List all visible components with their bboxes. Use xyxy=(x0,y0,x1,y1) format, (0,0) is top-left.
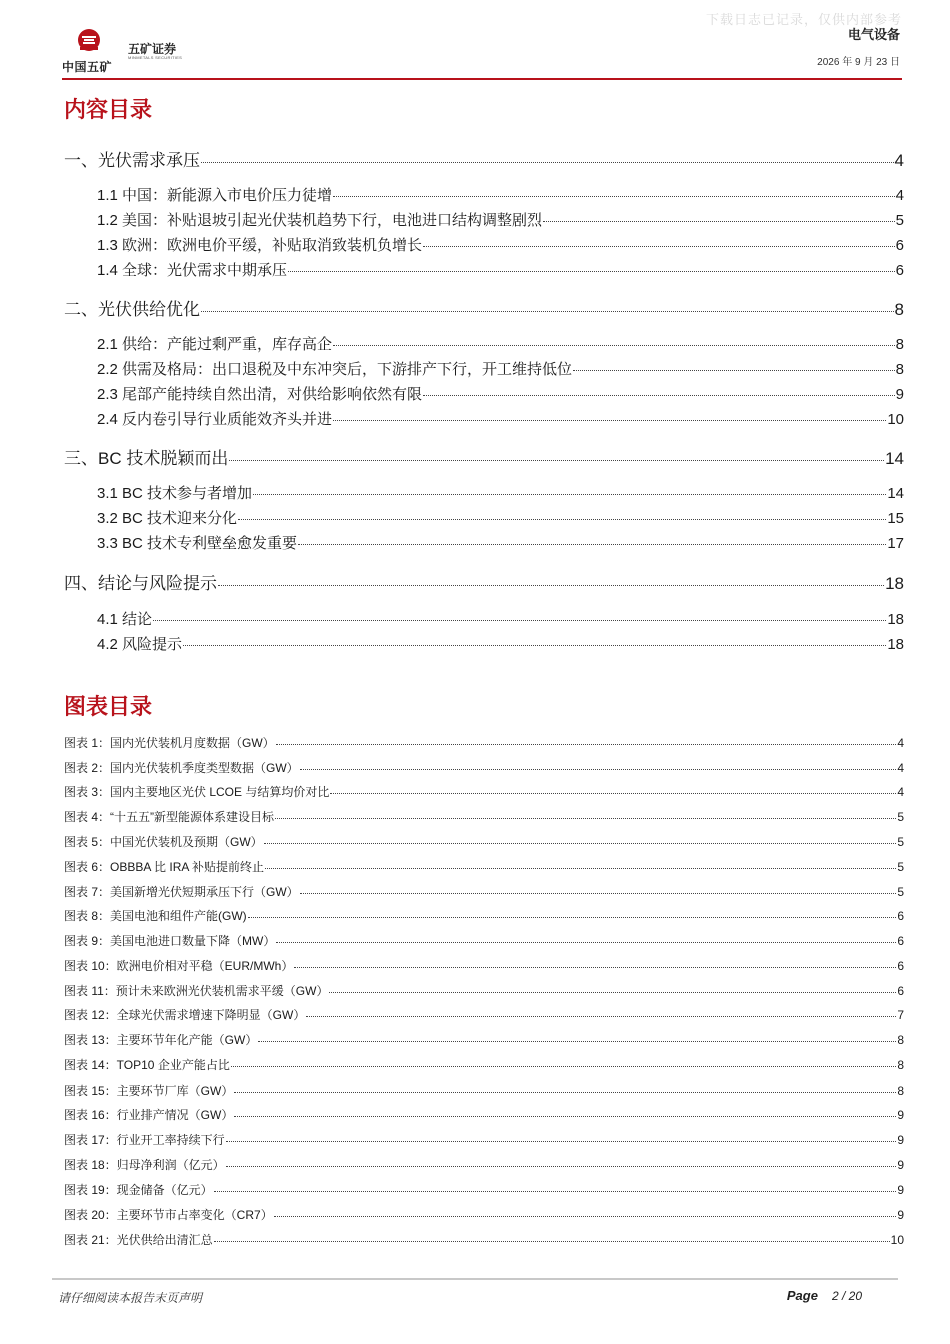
figure-page-number: 9 xyxy=(897,1183,904,1197)
leader-dots xyxy=(253,493,886,495)
figure-item-6[interactable] xyxy=(64,858,904,875)
leader-dots xyxy=(573,369,895,371)
leader-dots xyxy=(294,966,896,968)
toc-section-2[interactable] xyxy=(64,295,904,320)
leader-dots xyxy=(333,419,886,421)
toc-page-number: 6 xyxy=(895,262,904,279)
toc-page-number: 14 xyxy=(885,449,904,468)
figures-title: 图表目录 xyxy=(64,695,153,720)
figure-page-number: 5 xyxy=(897,860,904,874)
leader-dots xyxy=(288,270,895,272)
figure-item-2[interactable] xyxy=(64,759,904,776)
toc-item-2-3[interactable] xyxy=(97,383,904,404)
figure-title: 图表 10：欧洲电价相对平稳（EUR/MWh） xyxy=(64,959,294,973)
figure-page-number: 5 xyxy=(897,885,904,899)
figure-title: 图表 6：OBBBA 比 IRA 补贴提前终止 xyxy=(64,860,265,874)
toc-item-title: 1.4 全球：光伏需求中期承压 xyxy=(97,262,288,279)
leader-dots xyxy=(238,518,886,520)
toc-item-title: 3.2 BC 技术迎来分化 xyxy=(97,510,238,527)
toc-item-1-4[interactable] xyxy=(97,259,904,280)
figure-title: 图表 8：美国电池和组件产能(GW) xyxy=(64,909,247,923)
figure-item-21[interactable] xyxy=(64,1231,904,1248)
leader-dots xyxy=(218,584,884,586)
leader-dots xyxy=(300,892,897,894)
toc-item-4-2[interactable] xyxy=(97,633,904,654)
leader-dots xyxy=(330,792,896,794)
figure-title: 图表 4：“十五五”新型能源体系建设目标 xyxy=(64,810,275,824)
toc-page-number: 18 xyxy=(887,611,904,628)
figure-title: 图表 20：主要环节市占率变化（CR7） xyxy=(64,1208,273,1222)
toc-title: 内容目录 xyxy=(64,98,153,123)
figure-page-number: 7 xyxy=(897,1008,904,1022)
leader-dots xyxy=(201,310,894,312)
figure-title: 图表 7：美国新增光伏短期承压下行（GW） xyxy=(64,885,299,899)
leader-dots xyxy=(264,842,897,844)
toc-item-1-2[interactable] xyxy=(97,209,904,230)
leader-dots xyxy=(300,768,897,770)
toc-page-number: 8 xyxy=(895,361,904,378)
report-date: 2026 年 9 月 23 日 xyxy=(817,57,900,68)
toc-page-number: 17 xyxy=(887,535,904,552)
toc-item-3-1[interactable] xyxy=(97,482,904,503)
report-header xyxy=(817,24,900,68)
figure-page-number: 4 xyxy=(897,736,904,750)
toc-item-2-1[interactable] xyxy=(97,333,904,354)
footer-divider xyxy=(52,1278,898,1280)
figure-item-7[interactable] xyxy=(64,883,904,900)
figure-item-13[interactable] xyxy=(64,1031,904,1048)
page-indicator xyxy=(787,1288,862,1303)
leader-dots xyxy=(333,344,895,346)
figure-title: 图表 18：归母净利润（亿元） xyxy=(64,1158,225,1172)
leader-dots xyxy=(543,220,895,222)
figure-page-number: 5 xyxy=(897,835,904,849)
figure-title: 图表 1：国内光伏装机月度数据（GW） xyxy=(64,736,275,750)
figure-item-10[interactable] xyxy=(64,957,904,974)
figure-page-number: 5 xyxy=(897,810,904,824)
figure-title: 图表 15：主要环节厂库（GW） xyxy=(64,1084,234,1098)
toc-section-title: 二、光伏供给优化 xyxy=(64,300,200,319)
company-logo xyxy=(62,28,192,74)
figure-item-8[interactable] xyxy=(64,907,904,924)
toc-section-1[interactable] xyxy=(64,146,904,171)
figure-page-number: 9 xyxy=(897,1133,904,1147)
toc-page-number: 15 xyxy=(887,510,904,527)
figure-page-number: 9 xyxy=(897,1108,904,1122)
header-divider xyxy=(62,78,902,80)
figure-page-number: 8 xyxy=(897,1058,904,1072)
toc-item-1-1[interactable] xyxy=(97,184,904,205)
figure-page-number: 6 xyxy=(897,934,904,948)
toc-item-2-4[interactable] xyxy=(97,408,904,429)
leader-dots xyxy=(329,991,896,993)
toc-item-title: 1.1 中国：新能源入市电价压力徒增 xyxy=(97,187,333,204)
figure-page-number: 10 xyxy=(890,1233,904,1247)
figure-title: 图表 11：预计未来欧洲光伏装机需求平缓（GW） xyxy=(64,984,329,998)
toc-item-title: 2.2 供需及格局：出口退税及中东冲突后，下游排产下行，开工维持低位 xyxy=(97,361,573,378)
figure-title: 图表 16：行业排产情况（GW） xyxy=(64,1108,234,1122)
leader-dots xyxy=(298,543,886,545)
toc-item-title: 2.1 供给：产能过剩严重，库存高企 xyxy=(97,336,333,353)
figure-title: 图表 12：全球光伏需求增速下降明显（GW） xyxy=(64,1008,306,1022)
page-label: Page xyxy=(786,1288,818,1303)
toc-section-title: 一、光伏需求承压 xyxy=(64,151,200,170)
figure-title: 图表 2：国内光伏装机季度类型数据（GW） xyxy=(64,761,299,775)
toc-item-4-1[interactable] xyxy=(97,608,904,629)
toc-page-number: 9 xyxy=(895,386,904,403)
toc-item-title: 4.2 风险提示 xyxy=(97,636,183,653)
toc-page-number: 4 xyxy=(895,187,904,204)
leader-dots xyxy=(275,817,896,819)
figure-item-19[interactable] xyxy=(64,1181,904,1198)
figure-title: 图表 19：现金储备（亿元） xyxy=(64,1183,213,1197)
toc-item-2-2[interactable] xyxy=(97,358,904,379)
toc-section-title: 三、BC 技术脱颖而出 xyxy=(64,449,229,468)
leader-dots xyxy=(214,1240,890,1242)
toc-page-number: 5 xyxy=(895,212,904,229)
logo-text-securities-en: MINMETALS SECURITIES xyxy=(128,55,183,60)
leader-dots xyxy=(234,1115,896,1117)
toc-page-number: 10 xyxy=(887,411,904,428)
figure-title: 图表 3：国内主要地区光伏 LCOE 与结算均价对比 xyxy=(64,785,330,799)
figure-item-11[interactable] xyxy=(64,982,904,999)
figure-item-4[interactable] xyxy=(64,808,904,825)
leader-dots xyxy=(333,195,895,197)
figure-title: 图表 21：光伏供给出清汇总 xyxy=(64,1233,213,1247)
leader-dots xyxy=(258,1040,896,1042)
leader-dots xyxy=(234,1091,896,1093)
figure-item-9[interactable] xyxy=(64,932,904,949)
leader-dots xyxy=(265,867,896,869)
toc-item-title: 3.1 BC 技术参与者增加 xyxy=(97,485,253,502)
toc-page-number: 6 xyxy=(895,237,904,254)
leader-dots xyxy=(214,1190,897,1192)
toc-page-number: 8 xyxy=(894,300,904,319)
minmetals-emblem-icon xyxy=(76,28,102,54)
figure-page-number: 6 xyxy=(897,984,904,998)
toc-item-3-3[interactable] xyxy=(97,532,904,553)
leader-dots xyxy=(276,743,897,745)
figure-title: 图表 9：美国电池进口数量下降（MW） xyxy=(64,934,276,948)
figure-item-17[interactable] xyxy=(64,1131,904,1148)
logo-text-cn: 中国五矿 xyxy=(62,60,113,74)
figure-page-number: 6 xyxy=(897,959,904,973)
toc-page-number: 18 xyxy=(887,636,904,653)
figure-item-14[interactable] xyxy=(64,1056,904,1073)
toc-item-title: 2.4 反内卷引导行业质能效齐头并进 xyxy=(97,411,333,428)
leader-dots xyxy=(183,644,886,646)
leader-dots xyxy=(423,245,895,247)
industry-label: 电气设备 xyxy=(847,27,900,42)
figure-page-number: 9 xyxy=(897,1208,904,1222)
leader-dots xyxy=(201,161,894,163)
figure-title: 图表 13：主要环节年化产能（GW） xyxy=(64,1033,258,1047)
figure-item-20[interactable] xyxy=(64,1206,904,1223)
figure-title: 图表 17：行业开工率持续下行 xyxy=(64,1133,225,1147)
figure-page-number: 8 xyxy=(897,1033,904,1047)
figure-item-1[interactable] xyxy=(64,734,904,751)
leader-dots xyxy=(306,1015,896,1017)
toc-item-title: 1.2 美国：补贴退坡引起光伏装机趋势下行，电池进口结构调整剧烈 xyxy=(97,212,543,229)
figure-page-number: 9 xyxy=(897,1158,904,1172)
figure-item-15[interactable] xyxy=(64,1082,904,1099)
toc-page-number: 18 xyxy=(885,574,904,593)
figure-item-16[interactable] xyxy=(64,1106,904,1123)
logo-text-securities: 五矿证券 xyxy=(128,42,177,56)
toc-section-title: 四、结论与风险提示 xyxy=(64,574,217,593)
leader-dots xyxy=(229,459,884,461)
watermark: 下载日志已记录，仅供内部参考 xyxy=(705,13,902,28)
leader-dots xyxy=(274,1215,897,1217)
figure-title: 图表 5：中国光伏装机及预期（GW） xyxy=(64,835,263,849)
leader-dots xyxy=(248,916,897,918)
figure-item-3[interactable] xyxy=(64,783,904,800)
figure-title: 图表 14：TOP10 企业产能占比 xyxy=(64,1058,230,1072)
figure-page-number: 4 xyxy=(897,785,904,799)
footer-disclaimer: 请仔细阅读本报告末页声明 xyxy=(58,1291,203,1305)
leader-dots xyxy=(226,1165,897,1167)
toc-item-1-3[interactable] xyxy=(97,234,904,255)
figure-item-5[interactable] xyxy=(64,833,904,850)
leader-dots xyxy=(423,394,895,396)
toc-item-title: 2.3 尾部产能持续自然出清，对供给影响依然有限 xyxy=(97,386,423,403)
toc-item-title: 1.3 欧洲：欧洲电价平缓，补贴取消致装机负增长 xyxy=(97,237,423,254)
toc-section-4[interactable] xyxy=(64,569,904,594)
figure-page-number: 6 xyxy=(897,909,904,923)
toc-page-number: 4 xyxy=(894,151,904,170)
figure-item-12[interactable] xyxy=(64,1006,904,1023)
toc-item-3-2[interactable] xyxy=(97,507,904,528)
toc-item-title: 3.3 BC 技术专利壁垒愈发重要 xyxy=(97,535,298,552)
figure-item-18[interactable] xyxy=(64,1156,904,1173)
toc-page-number: 8 xyxy=(895,336,904,353)
figure-page-number: 4 xyxy=(897,761,904,775)
leader-dots xyxy=(231,1065,896,1067)
toc-item-title: 4.1 结论 xyxy=(97,611,153,628)
toc-section-3[interactable] xyxy=(64,444,904,469)
leader-dots xyxy=(226,1140,897,1142)
page-number: 2 / 20 xyxy=(831,1289,862,1303)
leader-dots xyxy=(153,619,886,621)
toc-page-number: 14 xyxy=(887,485,904,502)
figure-page-number: 8 xyxy=(897,1084,904,1098)
leader-dots xyxy=(276,941,896,943)
